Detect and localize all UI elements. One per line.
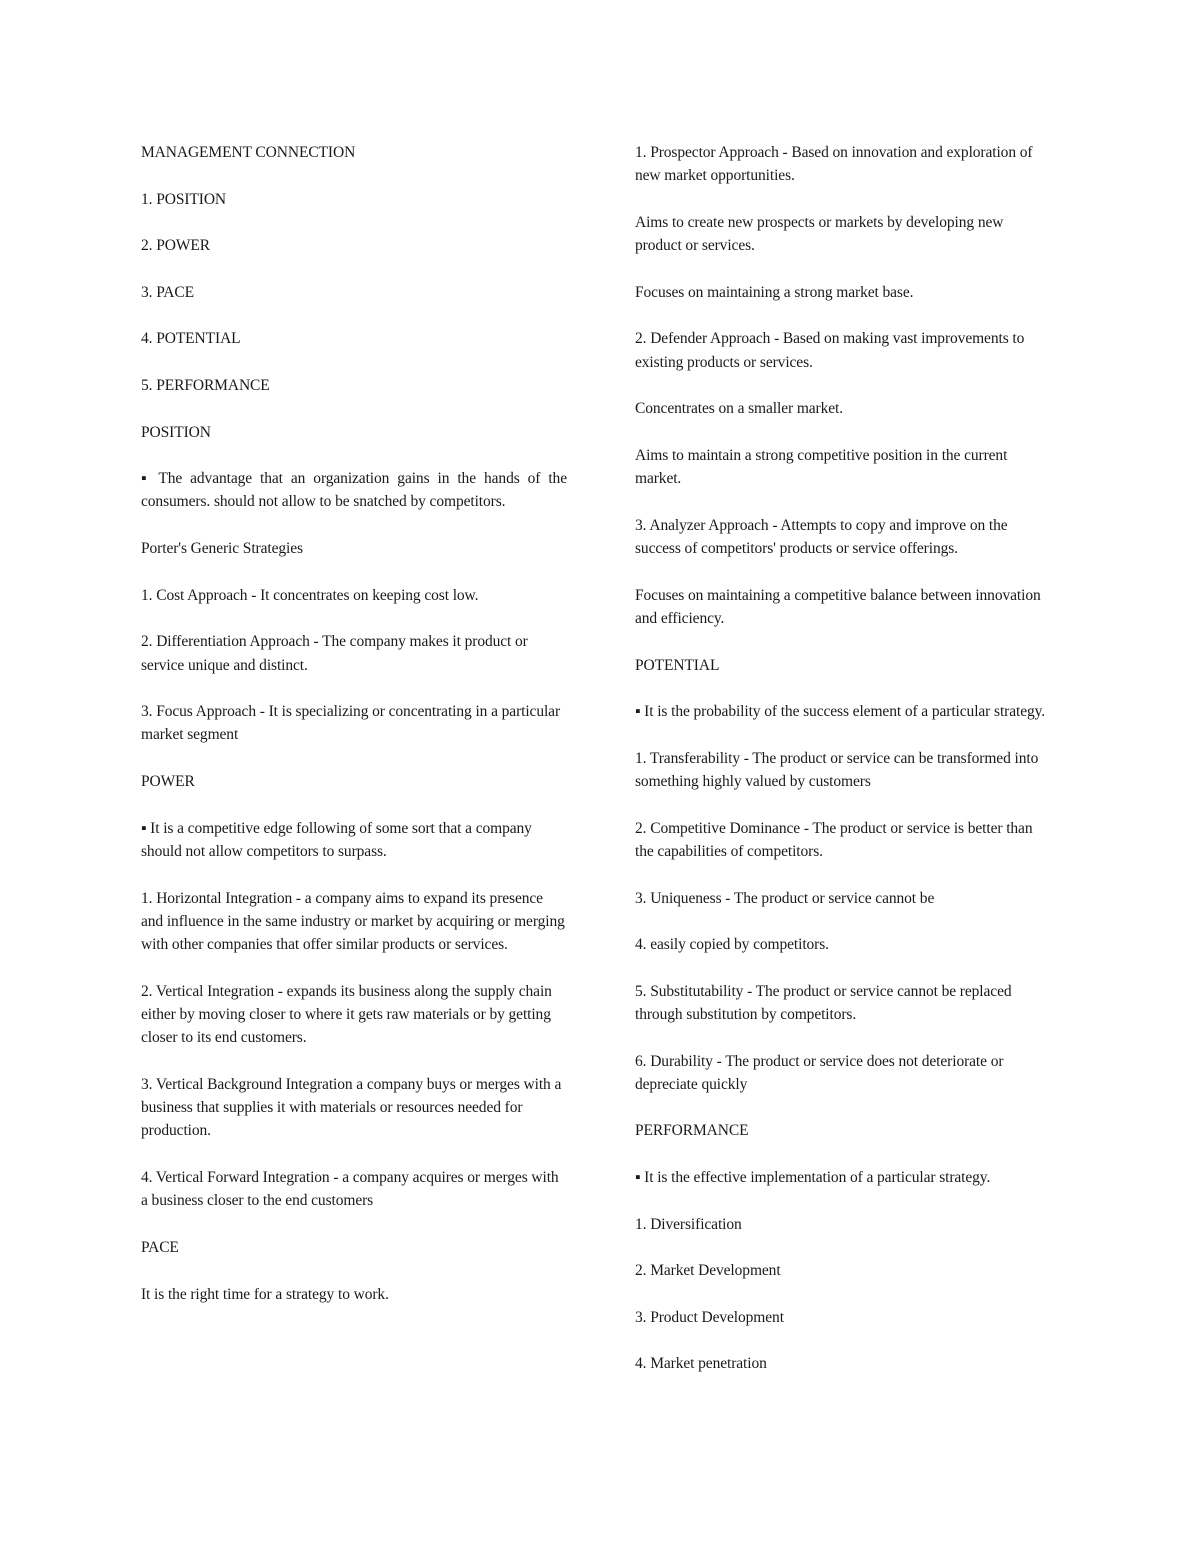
list-item: 4. Market penetration — [635, 1355, 767, 1373]
list-item: 1. Transferability - The product or service can be transformed into something highly valued by customers — [635, 749, 1039, 791]
list-item: 3. PACE — [141, 283, 194, 301]
list-item: 5. Substitutability - The product or service cannot be replaced through substitution by competitors. — [635, 982, 1012, 1023]
section-heading-pace: PACE — [141, 1238, 179, 1256]
section-heading-power: POWER — [141, 773, 195, 791]
list-item: 1. POSITION — [141, 190, 227, 208]
paragraph: Aims to maintain a strong competitive position in the current market. — [635, 446, 1008, 488]
list-item: 1. Prospector Approach - Based on innovation and exploration of new market opportunities. — [635, 144, 1033, 185]
paragraph: Focuses on maintaining a strong market base. — [635, 283, 914, 301]
subheading-porters-strategies: Porter's Generic Strategies — [141, 540, 303, 558]
list-item: 2. POWER — [141, 237, 210, 255]
list-item: 2. Defender Approach - Based on making vast improvements to existing products or services. — [635, 330, 1025, 371]
paragraph: Focuses on maintaining a competitive balance between innovation and efficiency. — [635, 586, 1041, 627]
list-item: 3. Analyzer Approach - Attempts to copy and improve on the success of competitors' products or service offerings. — [635, 516, 1008, 558]
list-item: 6. Durability - The product or service does not deteriorate or depreciate quickly — [635, 1052, 1004, 1093]
list-item: 1. Cost Approach - It concentrates on keeping cost low. — [141, 586, 479, 604]
list-item: 2. Differentiation Approach - The company makes it product or service unique and distinct. — [141, 633, 528, 674]
list-item: 3. Uniqueness - The product or service cannot be — [635, 889, 935, 907]
list-item: 3. Product Development — [635, 1308, 784, 1326]
document-title: MANAGEMENT CONNECTION — [141, 144, 356, 161]
section-heading-performance: PERFORMANCE — [635, 1122, 749, 1140]
position-definition: ▪ The advantage that an organization gains in the hands of the consumers. should not allow to be snatched by competitors. — [141, 470, 567, 511]
list-item: 2. Competitive Dominance - The product or service is better than the capabilities of competitors. — [635, 819, 1033, 860]
performance-definition: ▪ It is the effective implementation of a particular strategy. — [635, 1169, 991, 1187]
paragraph: Concentrates on a smaller market. — [635, 400, 844, 418]
list-item: 3. Vertical Background Integration a company buys or merges with a business that supplies it with materials or resources needed for production. — [141, 1075, 562, 1140]
list-item: 1. Horizontal Integration - a company aims to expand its presence and influence in the same industry or market by acquiring or merging with other companies that offer similar products or services. — [141, 889, 565, 954]
section-heading-potential: POTENTIAL — [635, 656, 720, 674]
paragraph: Aims to create new prospects or markets by developing new product or services. — [635, 213, 1004, 255]
power-definition: ▪ It is a competitive edge following of some sort that a company should not allow competitors to surpass. — [141, 819, 532, 860]
list-item: 5. PERFORMANCE — [141, 376, 270, 394]
list-item: 4. POTENTIAL — [141, 330, 241, 348]
right-column — [635, 141, 1053, 1399]
list-item: 4. easily copied by competitors. — [635, 936, 829, 954]
list-item: 2. Market Development — [635, 1262, 781, 1280]
list-item: 1. Diversification — [635, 1215, 742, 1233]
list-item: 4. Vertical Forward Integration - a company acquires or merges with a business closer to the end customers — [141, 1169, 559, 1210]
list-item: 2. Vertical Integration - expands its business along the supply chain either by moving closer to where it gets raw materials or by getting closer to its end customers. — [141, 982, 552, 1047]
list-item: 3. Focus Approach - It is specializing or concentrating in a particular market segment — [141, 703, 561, 744]
pace-definition: It is the right time for a strategy to work. — [141, 1285, 389, 1303]
left-column — [141, 141, 567, 1329]
section-heading-position: POSITION — [141, 423, 211, 441]
potential-definition: ▪ It is the probability of the success element of a particular strategy. — [635, 703, 1046, 721]
